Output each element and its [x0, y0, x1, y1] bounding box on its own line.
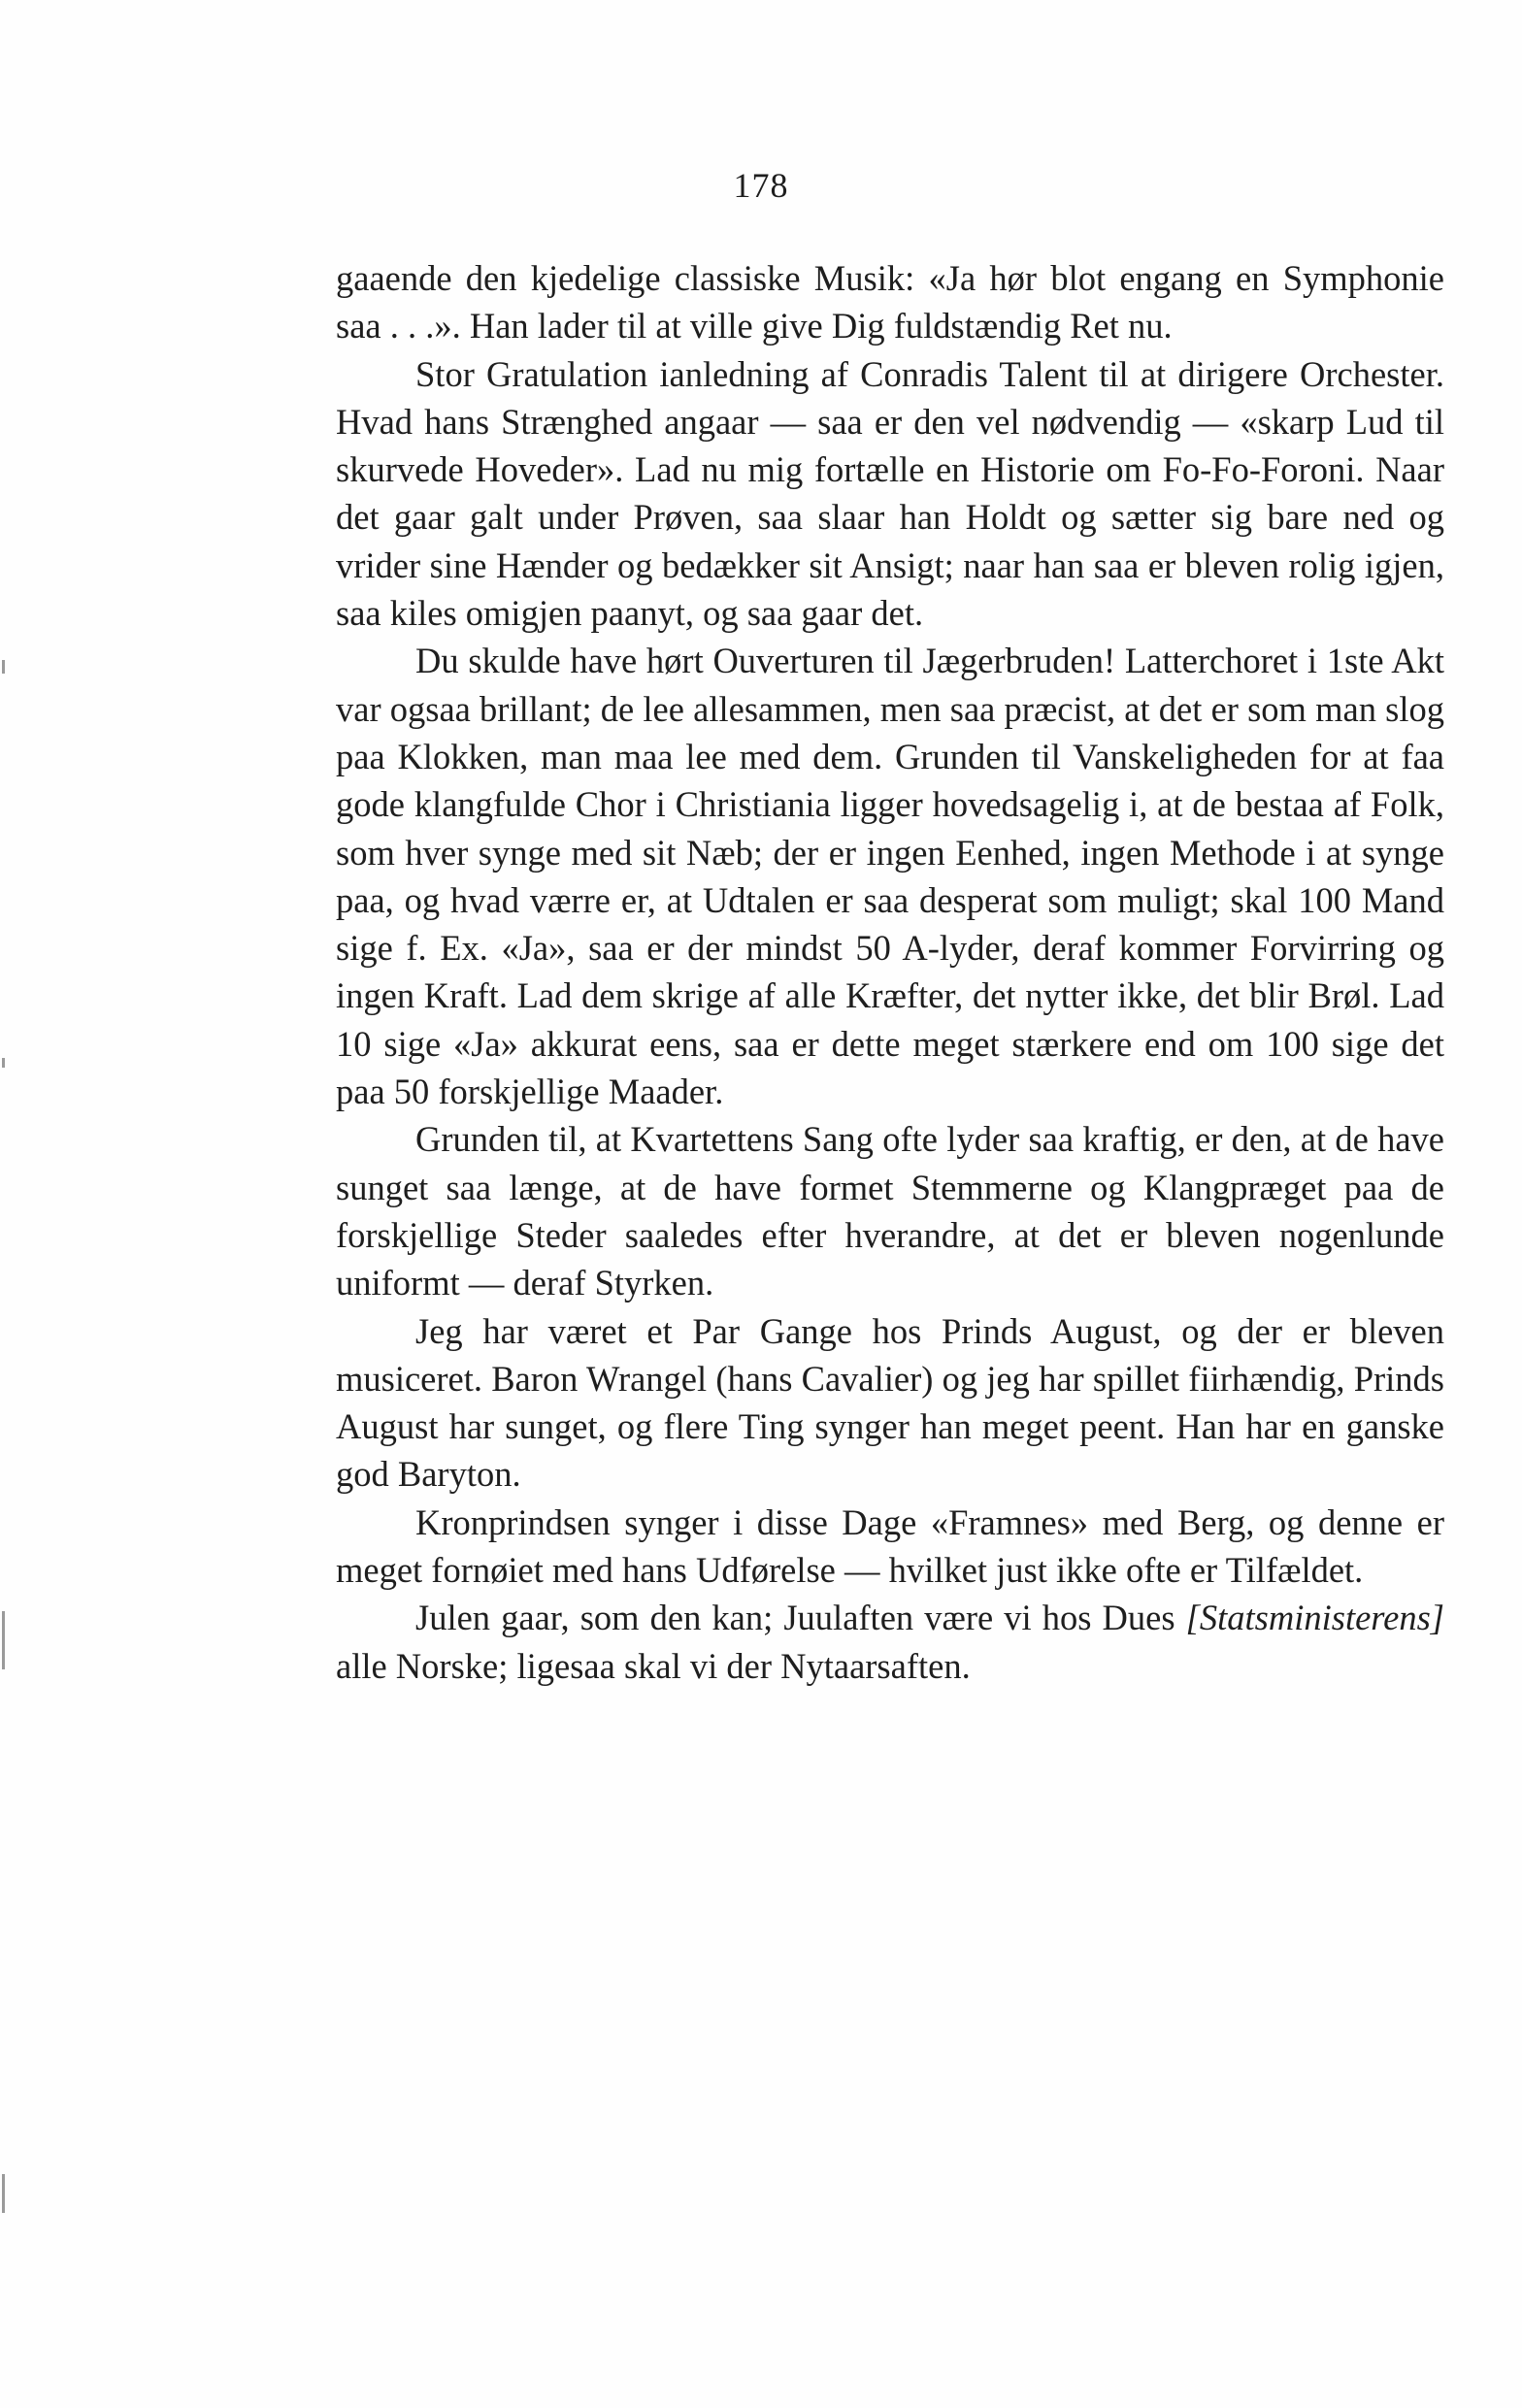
paragraph — [336, 1594, 1444, 1690]
paragraph-text: Julen gaar, som den kan; Juulaften være vi hos Dues — [415, 1598, 1186, 1638]
body-text — [336, 254, 1444, 1690]
paragraph: Grunden til, at Kvartettens Sang ofte lyder saa kraftig, er den, at de have sunget saa længe, at de have formet Stemmerne og Klangpræget paa de forskjellige Steder saaledes efter hverandre, at det er bleven nogenlunde uniformt — deraf Styrken. — [336, 1119, 1444, 1303]
scan-edge-mark — [2, 660, 5, 674]
paragraph: Kronprindsen synger i disse Dage «Framnes» med Berg, og denne er meget fornøiet med hans Udførelse — hvilket just ikke ofte er Tilfældet. — [336, 1501, 1444, 1591]
paragraph: Stor Gratulation ianledning af Conradis Talent til at dirigere Orchester. Hvad hans Strænghed angaar — saa er den vel nødvendig — «skarp Lud til skurvede Hoveder». Lad nu mig fortælle en Historie om Fo-Fo-Foroni. Naar det gaar galt under Prøven, saa slaar han Holdt og sætter sig bare ned og vrider sine Hænder og bedækker sit Ansigt; naar han saa er bleven rolig igjen, saa kiles omigjen paanyt, og saa gaar det. — [336, 353, 1444, 634]
paragraph: gaaende den kjedelige classiske Musik: «Ja hør blot engang en Symphonie saa . . .». Han lader til at ville give Dig fuldstændig Ret nu. — [336, 258, 1444, 346]
scan-edge-mark — [2, 1058, 5, 1068]
scan-edge-mark — [2, 1611, 5, 1669]
paragraph: Du skulde have hørt Ouverturen til Jægerbruden! Latterchoret i 1ste Akt var ogsaa brillant; de lee allesammen, men saa præcist, at det er som man slog paa Klokken, man maa lee med dem. Grunden til Vanskeligheden for at faa gode klangfulde Chor i Christiania ligger hovedsagelig i, at de bestaa af Folk, som hver synge med sit Næb; der er ingen Eenhed, ingen Methode i at synge paa, og hvad værre er, at Udtalen er saa desperat som muligt; skal 100 Mand sige f. Ex. «Ja», saa er der mindst 50 A-lyder, deraf kommer Forvirring og ingen Kraft. Lad dem skrige af alle Kræfter, det nytter ikke, det blir Brøl. Lad 10 sige «Ja» akkurat eens, saa er dette meget stærkere end om 100 sige det paa 50 forskjellige Maader. — [336, 641, 1444, 1112]
page-number: 178 — [733, 166, 789, 205]
scan-edge-mark — [2, 2174, 5, 2213]
paragraph-text: alle Norske; ligesaa skal vi der Nytaarsaften. — [336, 1645, 971, 1686]
editorial-insertion: [Statsministerens] — [1185, 1598, 1444, 1638]
paragraph: Jeg har været et Par Gange hos Prinds August, og der er bleven musiceret. Baron Wrangel (hans Cavalier) og jeg har spillet fiirhændig, Prinds August har sunget, og flere Ting synger han meget peent. Han har en ganske god Baryton. — [336, 1310, 1444, 1495]
